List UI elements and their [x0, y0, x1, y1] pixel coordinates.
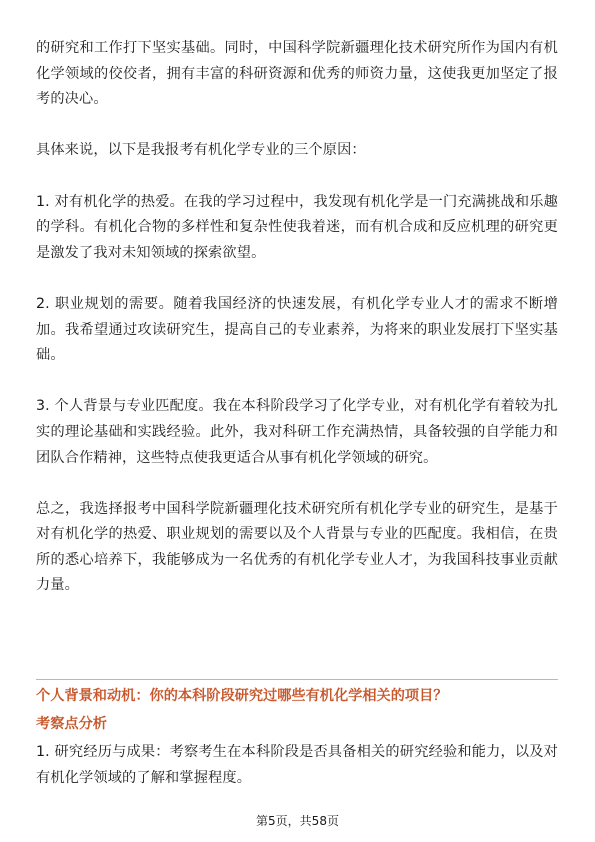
paragraph-conclusion: 总之，我选择报考中国科学院新疆理化技术研究所有机化学专业的研究生，是基于对有机化学的热爱、职业规划的需要以及个人背景与专业的匹配度。我相信，在贵所的悉心培养下，我能够成为一名优秀的有机化学专业人才，为我国科技事业贡献力量。: [36, 500, 558, 594]
paragraph-reason-2: 2. 职业规划的需要。随着我国经济的快速发展，有机化学专业人才的需求不断增加。我希望通过攻读研究生，提高自己的专业素养，为将来的职业发展打下坚实基础。: [36, 295, 558, 364]
body-text: [36, 36, 558, 599]
analysis-item: 1. 研究经历与成果：考察考生在本科阶段是否具备相关的研究经验和能力，以及对有机化学领域的了解和掌握程度。: [36, 744, 558, 786]
paragraph-intro-continuation: 的研究和工作打下坚实基础。同时，中国科学院新疆理化技术研究所作为国内有机化学领域的佼佼者，拥有丰富的科研资源和优秀的师资力量，这使我更加坚定了报考的决心。: [36, 40, 558, 108]
section-divider: [36, 679, 558, 680]
paragraph-reason-1: 1. 对有机化学的热爱。在我的学习过程中，我发现有机化学是一门充满挑战和乐趣的学科。有机化合物的多样性和复杂性使我着迷，而有机合成和反应机理的研究更是激发了我对未知领域的探索欲望。: [36, 193, 558, 261]
paragraph-reason-3: 3. 个人背景与专业匹配度。我在本科阶段学习了化学专业，对有机化学有着较为扎实的理论基础和实践经验。此外，我对科研工作充满热情，具备较强的自学能力和团队合作精神，这些特点使我更适合从事有机化学领域的研究。: [36, 398, 558, 466]
page-number: 第5页，共58页: [256, 814, 339, 828]
analysis-heading: 考察点分析: [36, 716, 107, 732]
analysis-list: [36, 740, 558, 791]
interview-question: 个人背景和动机：你的本科阶段研究过哪些有机化学相关的项目？: [36, 688, 448, 704]
paragraph-reasons-lead: 具体来说，以下是我报考有机化学专业的三个原因：: [36, 142, 366, 159]
